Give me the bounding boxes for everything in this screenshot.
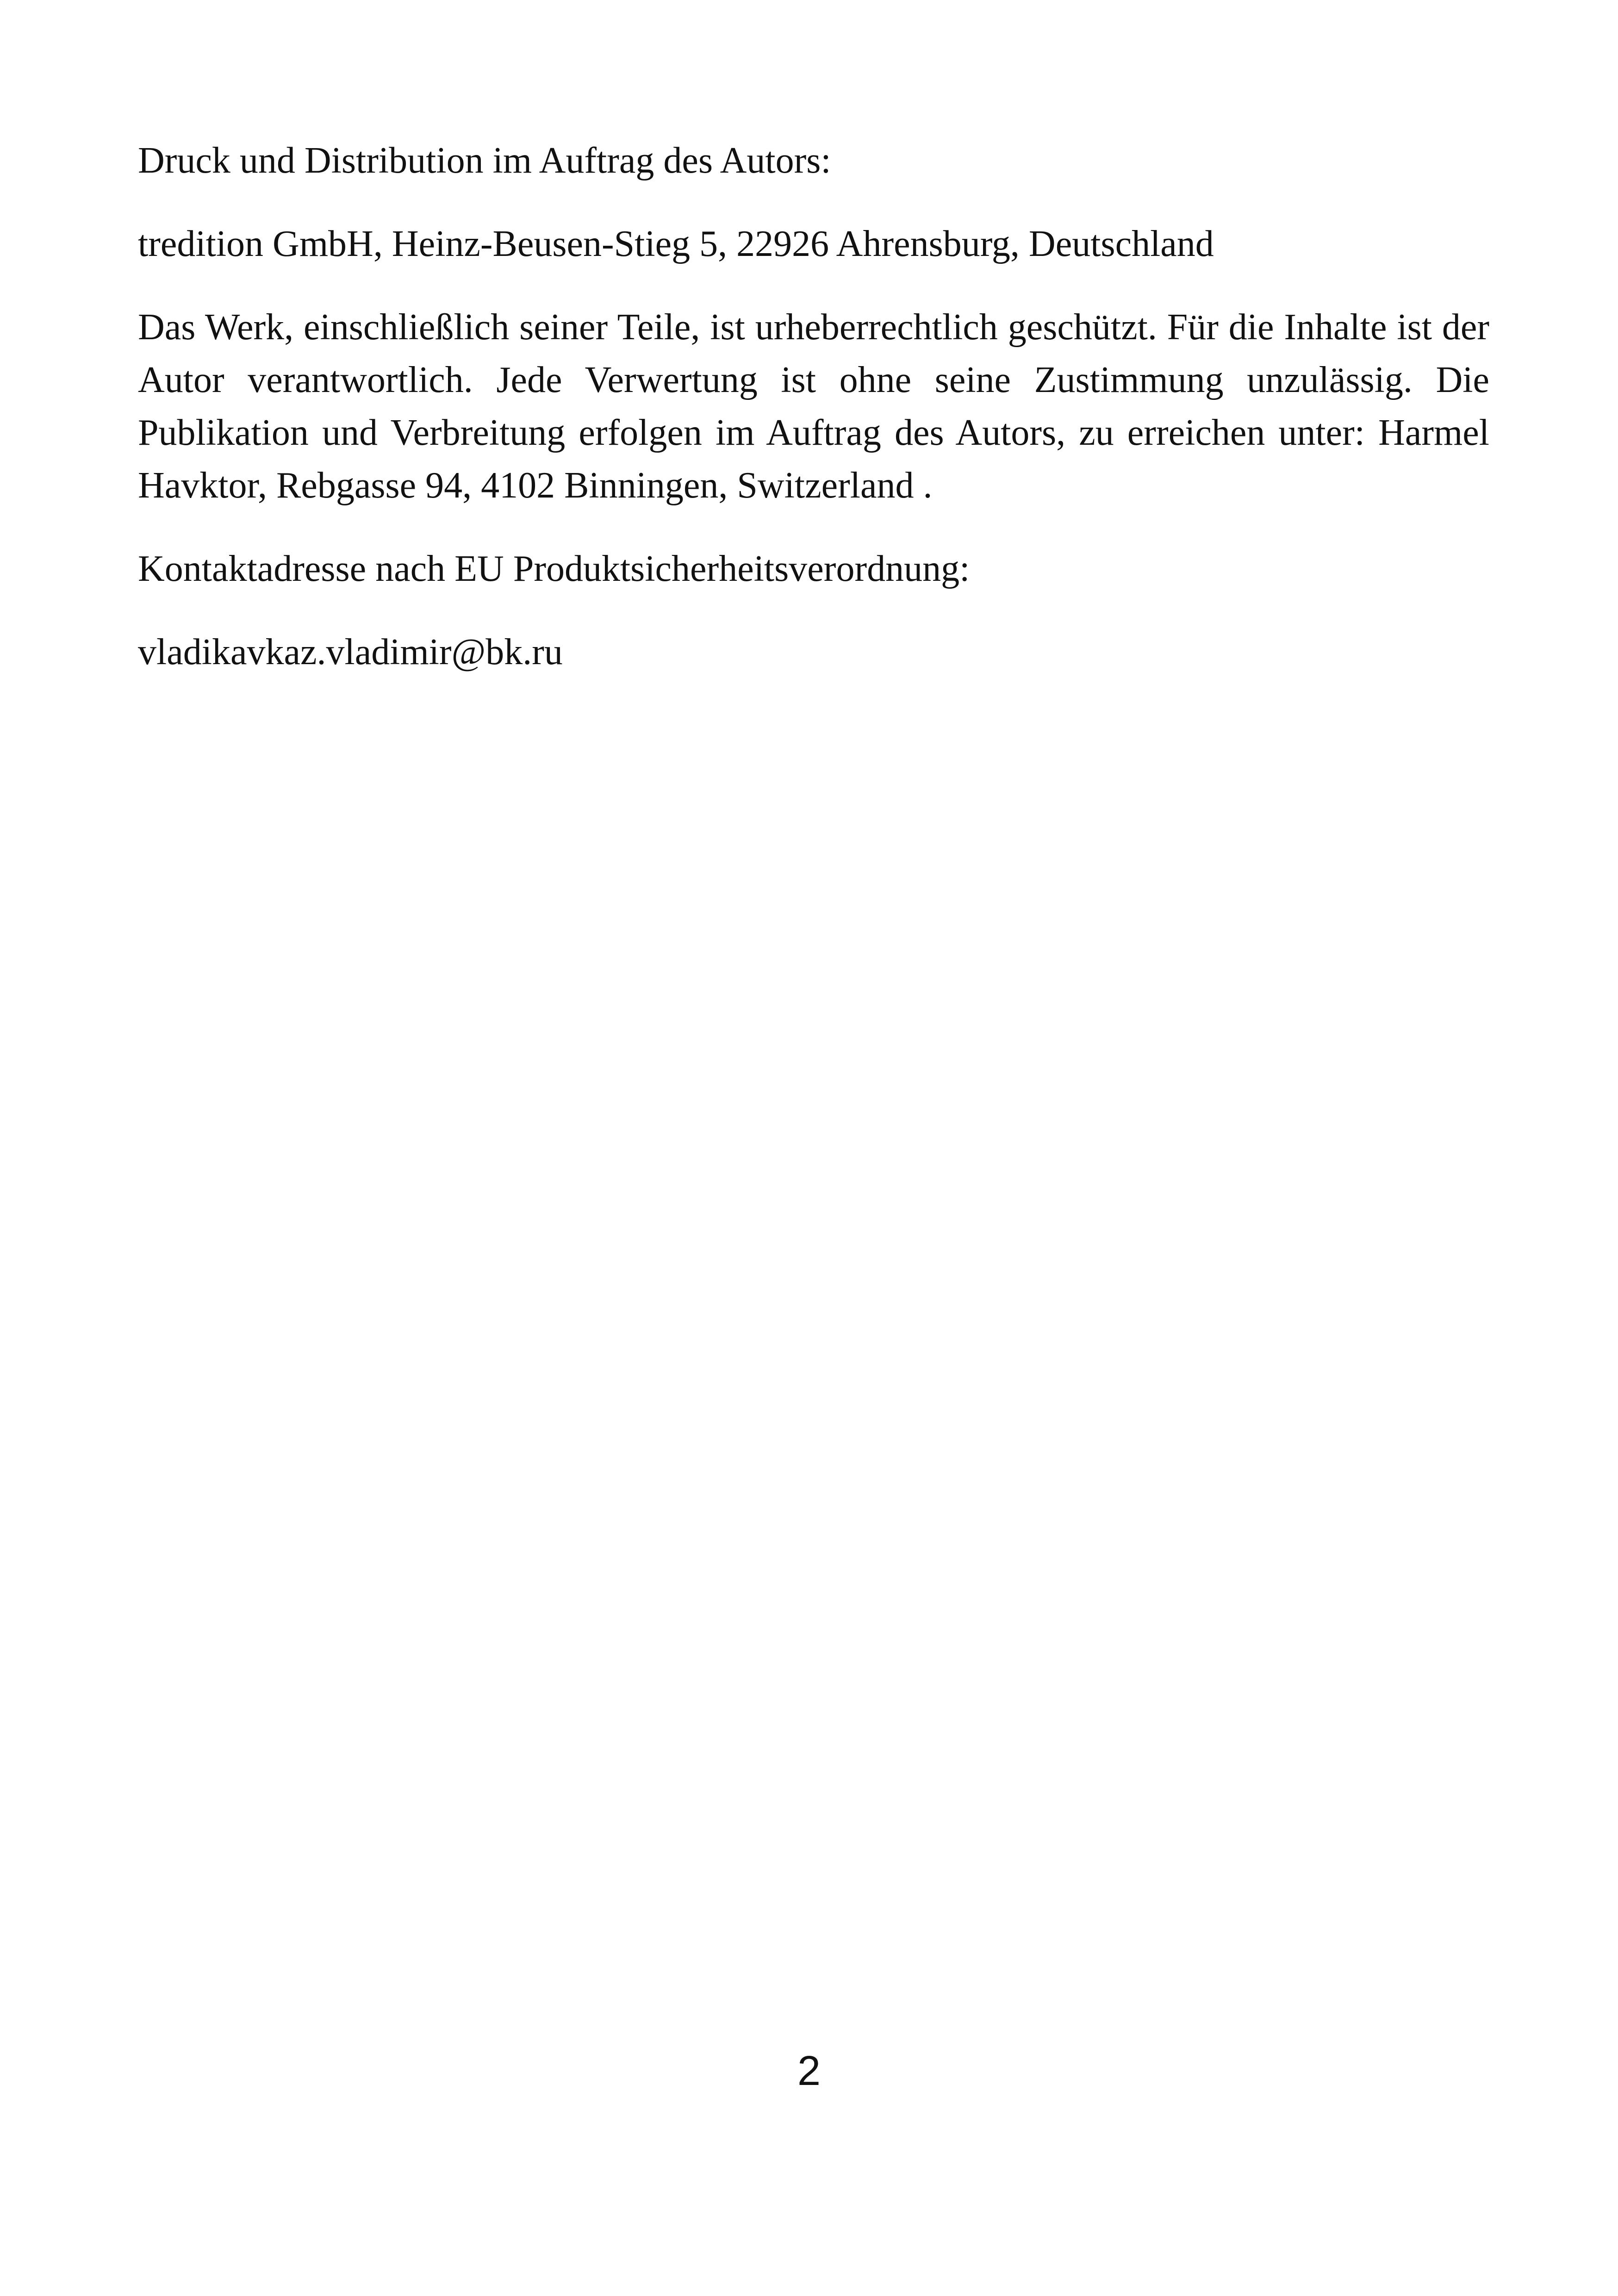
contact-email: vladikavkaz.vladimir@bk.ru: [138, 632, 563, 672]
publisher-address: tredition GmbH, Heinz-Beusen-Stieg 5, 22926 Ahrensburg, Deutschland: [138, 224, 1214, 264]
contact-label: Kontaktadresse nach EU Produktsicherheitsverordnung:: [138, 548, 970, 589]
imprint-block: [138, 134, 1489, 709]
page-number: 2: [797, 2048, 821, 2094]
copyright-notice: Das Werk, einschließlich seiner Teile, ist urheberrechtlich geschützt. Für die Inhalte ist der Autor verantwortlich. Jede Verwertung ist ohne seine Zustimmung unzulässig. Die Publikation und Verbreitung erfolgen im Auftrag des Autors, zu erreichen unter: Harmel Havktor, Rebgasse 94, 4102 Binningen, Switzerland .: [138, 307, 1489, 506]
print-distribution-label: Druck und Distribution im Auftrag des Autors:: [138, 140, 831, 181]
